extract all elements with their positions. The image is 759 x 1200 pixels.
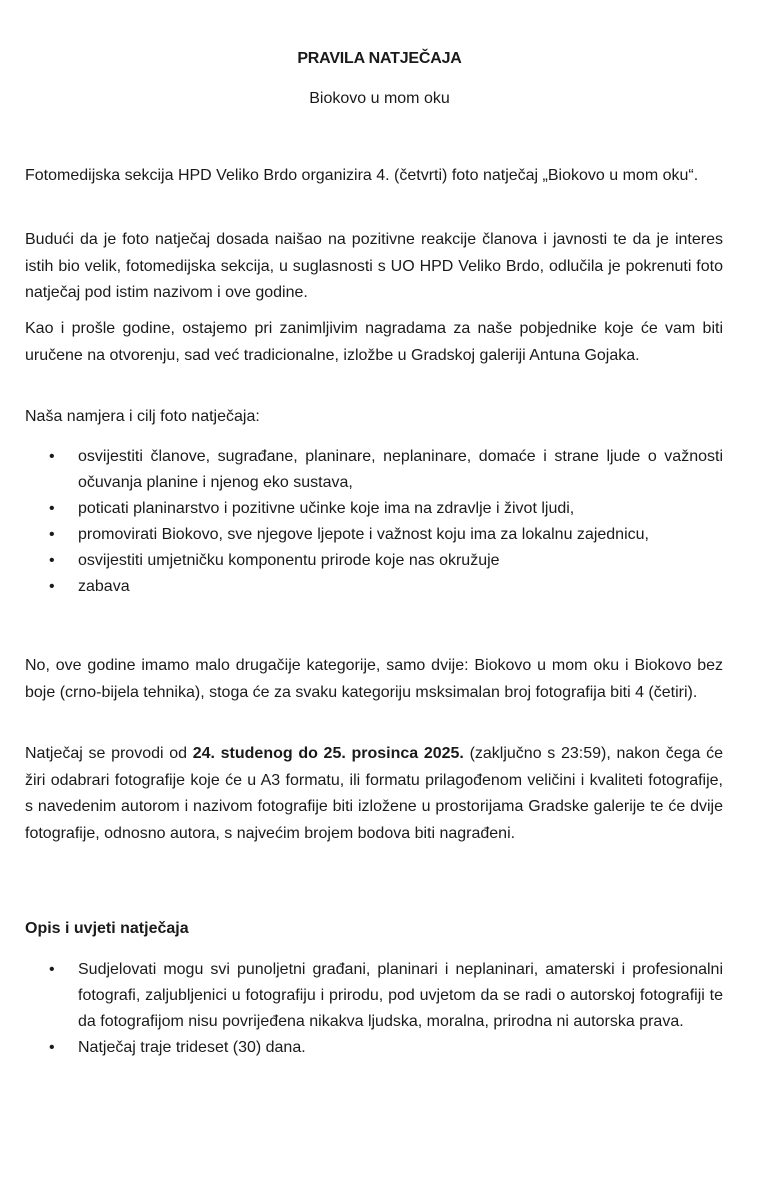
dates-prefix: Natječaj se provodi od — [25, 745, 193, 762]
goal-item: • poticati planinarstvo i pozitivne učinke koje ima na zdravlje i život ljudi, — [25, 496, 723, 522]
paragraph-categories: No, ove godine imamo malo drugačije kategorije, samo dvije: Biokovo u mom oku i Biokovo bez boje (crno-bijela tehnika), stoga će za svaku kategoriju msksimalan broj fotografija biti 4 (četiri). — [25, 657, 723, 701]
goals-list — [25, 444, 723, 600]
document-title: PRAVILA NATJEČAJA — [297, 50, 462, 67]
goal-item: • zabava — [25, 574, 723, 600]
conditions-heading: Opis i uvjeti natječaja — [25, 920, 189, 937]
goal-item: • osvijestiti članove, sugrađane, planinare, neplaninare, domaće i strane ljude o važnosti očuvanja planine i njenog eko sustava, — [25, 444, 723, 496]
paragraph-previous-interest: Budući da je foto natječaj dosada naišao na pozitivne reakcije članova i javnosti te da je interes istih bio velik, fotomedijska sekcija, u suglasnosti s UO HPD Veliko Brdo, odlučila je pokrenuti foto natječaj pod istim nazivom i ove godine. — [25, 231, 723, 301]
document-subtitle: Biokovo u mom oku — [309, 90, 450, 107]
goal-item: • promovirati Biokovo, sve njegove ljepote i važnost koju ima za lokalnu zajednicu, — [25, 522, 723, 548]
dates-range: 24. studenog do 25. prosinca 2025. — [192, 745, 464, 762]
paragraph-prizes: Kao i prošle godine, ostajemo pri zanimljivim nagradama za naše pobjednike koje će vam biti uručene na otvorenju, sad već tradicionalne, izložbe u Gradskoj galeriji Antuna Gojaka. — [25, 320, 723, 364]
dates-suffix: (zaključno s 23:59), nakon čega će žiri odabrari fotografije koje će u A3 formatu, ili formatu prilagođenom veličini i kvaliteti fotografije, s navedenim autorom i nazivom fotografije biti izložene u prostorijama Gradske galerije te će dvije fotografije, odnosno autora, s najvećim brojem bodova biti nagrađeni. — [25, 745, 724, 842]
goals-heading: Naša namjera i cilj foto natječaja: — [25, 408, 260, 425]
intro-paragraph: Fotomedijska sekcija HPD Veliko Brdo organizira 4. (četvrti) foto natječaj „Biokovo u mom oku“. — [25, 167, 699, 184]
conditions-list — [25, 957, 723, 1061]
condition-item: • Sudjelovati mogu svi punoljetni građani, planinari i neplaninari, amaterski i profesionalni fotografi, zaljubljenici u fotografiju i prirodu, pod uvjetom da se radi o autorskoj fotografiji te da fotografijom nisu povrijeđena nikakva ljudska, moralna, prirodna ni autorska prava. — [25, 957, 723, 1035]
paragraph-dates — [25, 741, 723, 847]
goal-item: • osvijestiti umjetničku komponentu prirode koje nas okružuje — [25, 548, 723, 574]
condition-item: • Natječaj traje trideset (30) dana. — [25, 1035, 723, 1061]
